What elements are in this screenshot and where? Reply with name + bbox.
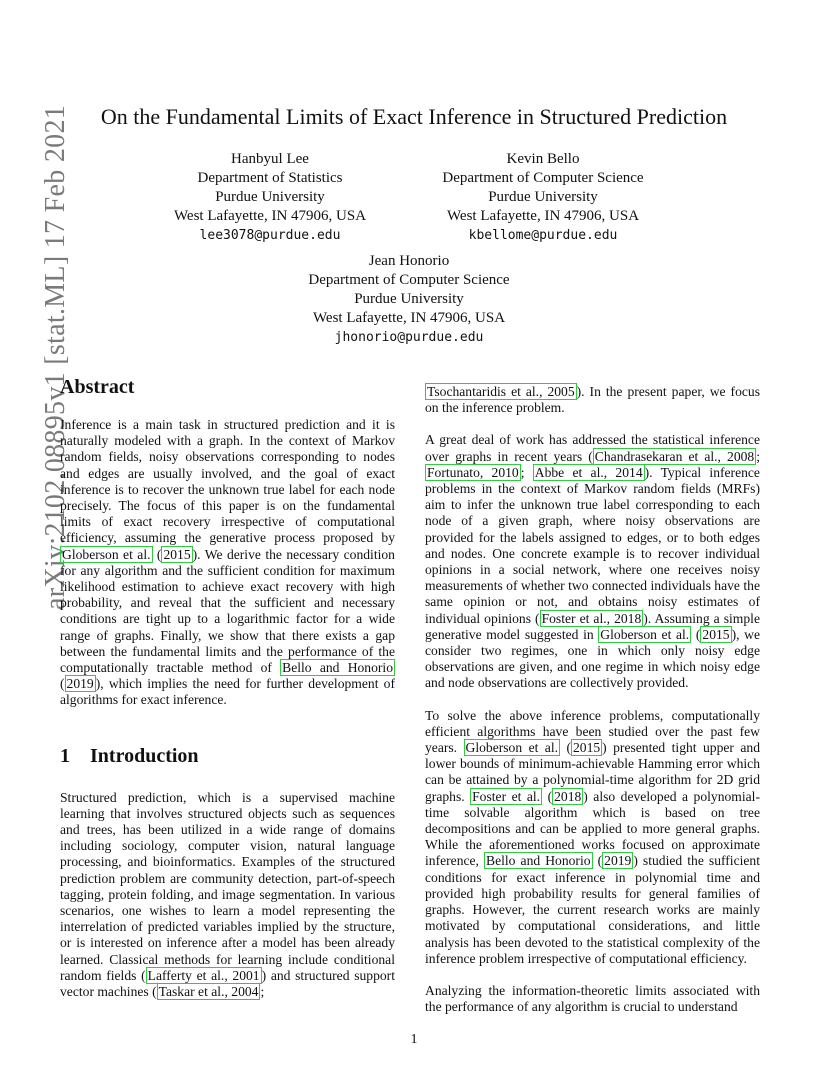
citation-link[interactable]: Fortunato, 2010 [427,464,519,480]
text-run: ; [520,464,533,480]
author-name: Hanbyul Lee [231,151,309,167]
citation-link[interactable]: Bello and Honorio [486,853,591,869]
citation-link[interactable]: 2015 [163,546,191,562]
paragraph: To solve the above inference problems, computationally efficient algorithms have been studied over the past few years. Globerson et al. ( 2015 ) presented tight upper and lower bounds of minimum-achievable Hamming error which can be attained by a polynomial-time algorithm for 2D grid graphs. Foster et al. ( 2018 ) also developed a polynomial-time solvable algorithm which is based on tree decompositions and can be applied to more general graphs. While the aforementioned works focused on approximate inference, Bello and Honorio ( 2019 ) studied the sufficient conditions for exact inference in polynomial time and provided high probability results for general families of graphs. However, the current research works are mainly motivated by computational considerations, and little analysis has been devoted to the statistical complexity of the inference problem irrespective of computational efficiency. [425,707,761,966]
author-email[interactable]: kbellome@purdue.edu [468,228,618,243]
text-run: ). In the present paper, we focus on the inference problem. [425,384,760,416]
author-block-3 [284,252,534,347]
text-run: presented tight upper and lower bounds of minimum-achievable Hamming error which can be attained by a polynomial-time algorithm for 2D grid graphs. [425,740,760,804]
arxiv-identifier: arXiv:2102.08895v1 [stat.ML] 17 Feb 2021 [40,104,71,610]
intro-text [60,790,395,1001]
text-run: , which implies the need for further development of algorithms for exact inference. [60,676,395,708]
abstract-heading: Abstract [60,376,135,398]
text-run: ) and structured support vector machines ( [60,967,395,1000]
author-univ: Purdue University [215,189,325,205]
section-number: 1 [60,744,70,767]
author-city: West Lafayette, IN 47906, USA [173,208,367,224]
section-title: Introduction [90,744,199,767]
author-dept: Department of Computer Science [308,272,510,288]
author-dept: Department of Computer Science [442,170,644,186]
author-city: West Lafayette, IN 47906, USA [312,310,506,326]
text-run: Analyzing the information-theoretic limits associated with the performance of any algorithm is crucial to understand [425,982,760,1015]
citation-link[interactable]: Abbe et al., 2014 [534,464,643,480]
text-run: ). Typical inference problems in the context of Markov random fields (MRFs) aim to infer the unknown true label corresponding to each node of a given graph, where noisy observations are provided for the labels assigned to edges, or to both edges and nodes. One concrete example is to recover individual opinions in a social network, where one receives noisy measurements of whether two connected individuals have the same opinion or not, and obtains noisy estimates of individual opinions ( [425,464,760,626]
citation-link[interactable]: 2015 [572,740,601,756]
citation-link[interactable]: 2018 [554,788,582,804]
text-run: also developed a polynomial-time solvable algorithm which is based on tree decompositions and can be applied to more general graphs. While the aforementioned works focused on approximate inference, [425,788,760,869]
citation-link[interactable]: Taskar et al., 2004 [158,984,259,1000]
author-block-2 [418,150,668,245]
page-number: 1 [410,1032,418,1047]
citation-link[interactable]: 2015 [702,626,730,642]
author-name: Jean Honorio [368,253,450,269]
author-name: Kevin Bello [506,151,580,167]
citation-link[interactable]: Bello and Honorio [282,660,394,676]
author-univ: Purdue University [488,189,598,205]
text-run: To solve the above inference problems, computationally efficient algorithms have been studied over the past few years. [425,707,760,756]
author-univ: Purdue University [354,291,464,307]
paragraph [425,384,760,416]
author-dept: Department of Statistics [197,170,343,186]
paragraph [425,983,760,1015]
text-run: . We derive the necessary condition for any algorithm and the sufficient condition for maximum likelihood estimation to achieve exact recovery with high probability, and reveal that the sufficient and necessary conditions are tight up to a logarithmic factor for a wide range of graphs. Finally, we show that there exists a gap between the fundamental limits and the performance of the computationally tractable method of [60,546,395,676]
intro-heading [60,745,395,768]
text-run: ; [756,448,760,464]
author-email[interactable]: lee3078@purdue.edu [199,228,341,243]
citation-link[interactable]: Globerson et al. [62,546,151,562]
citation-link[interactable]: Foster et al., 2018 [541,610,642,626]
text-run: ). Assuming a simple generative model suggested in [425,610,760,642]
right-column [425,384,760,1015]
text-run: A great deal of work has addressed the statistical inference over graphs in recent years ( [425,432,760,464]
author-block-1 [160,150,380,245]
author-city: West Lafayette, IN 47906, USA [446,208,640,224]
text-run: Structured prediction, which is a supervised machine learning that involves structured objects such as sequences and trees, has been utilized in a wide range of domains including sociology, computer vision, natural language processing, and bioinformatics. Examples of the structured prediction problem are community detection, part-of-speech tagging, protein folding, and image segmentation. In various scenarios, one wishes to learn a model representing the interrelation of predicted variables implied by the structure, or is interested on inference after a model has been already learned. Classical methods for learning include conditional random fields ( [60,789,395,983]
citation-link[interactable]: Globerson et al. [465,740,559,756]
citation-link[interactable]: Tsochantaridis et al., 2005 [427,384,575,399]
left-column [60,376,395,1000]
paper-title: On the Fundamental Limits of Exact Inference in Structured Prediction [100,104,728,129]
text-run: studied the sufficient conditions for exact inference in polynomial time and provided high probability results for general families of graphs. However, the current research works are mainly motivated by computational considerations, and little analysis has been devoted to the statistical complexity of the inference problem irrespective of computational efficiency. [425,853,761,966]
citation-link[interactable]: 2019 [66,676,94,692]
citation-link[interactable]: Foster et al. [472,788,541,804]
author-email[interactable]: jhonorio@purdue.edu [334,330,484,345]
citation-link[interactable]: Chandrasekaran et al., 2008 [594,448,755,464]
citation-link[interactable]: Globerson et al. [600,626,690,642]
abstract-text: Inference is a main task in structured prediction and it is naturally modeled with a graph. In the context of Markov random fields, noisy observations corresponding to nodes and edges are usually involved, and the goal of exact inference is to recover the unknown true label for each node precisely. The focus of this paper is on the fundamental limits of exact recovery irrespective of computational efficiency, assuming the generative process proposed by Globerson et al. ( 2015 ). We derive the necessary condition for any algorithm and the sufficient condition for maximum likelihood estimation to achieve exact recovery with high probability, and reveal that the sufficient and necessary conditions are tight up to a logarithmic factor for a wide range of graphs. Finally, we show that there exists a gap between the fundamental limits and the performance of the computationally tractable method of Bello and Honorio ( 2019 ), which implies the need for further development of algorithms for exact inference. [60,417,395,708]
text-run: , we consider two regimes, one in which only noisy edge observations are given, and one regime in which noisy edge and node observations are collectively provided. [425,626,760,691]
text-run: Inference is a main task in structured prediction and it is naturally modeled with a graph. In the context of Markov random fields, noisy observations corresponding to nodes and edges are usually involved, and the goal of exact inference is to recover the unknown true label for each node precisely. The focus of this paper is on the fundamental limits of exact recovery irrespective of computational efficiency, assuming the generative process proposed by [60,417,395,546]
citation-link[interactable]: 2019 [604,853,632,869]
paragraph: A great deal of work has addressed the statistical inference over graphs in recent years ( Chandrasekaran et al., 2008 ; Fortunato, 2010 ; Abbe et al., 2014 ). Typical inference problems in the context of Markov random fields (MRFs) aim to infer the unknown true label corresponding to each node of a given graph, where noisy observations are provided for the labels assigned to edges, or to both edges and nodes. One concrete example is to recover individual opinions in a social network, where one receives noisy measurements of whether two connected individuals have the same opinion or not, and obtains noisy estimates of individual opinions ( Foster et al., 2018 ). Assuming a simple generative model suggested in Globerson et al. ( 2015 ), we consider two regimes, one in which only noisy edge observations are given, and one regime in which noisy edge and node observations are collectively provided. [425,432,760,691]
citation-link[interactable]: Lafferty et al., 2001 [147,967,260,983]
text-run: ; [260,984,265,1000]
